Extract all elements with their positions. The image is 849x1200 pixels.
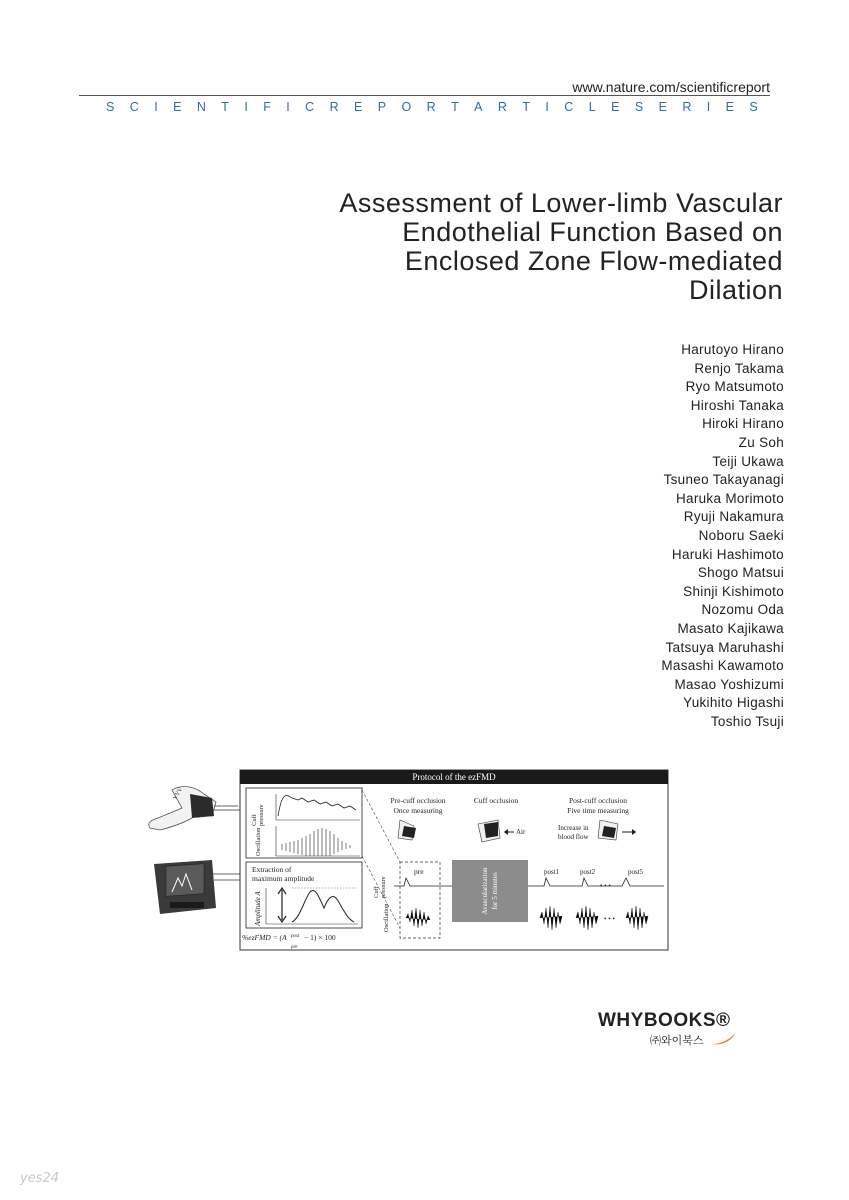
author-name: Hiroki Hirano xyxy=(702,416,784,432)
increase-label-1: Increase in xyxy=(558,824,589,832)
series-letter: R xyxy=(682,100,692,114)
increase-label-2: blood flow xyxy=(558,833,589,841)
author-name: Haruka Morimoto xyxy=(675,490,784,506)
svg-text:VVV: VVV xyxy=(172,786,185,801)
series-letter: E xyxy=(725,100,734,114)
formula-lead: %ezFMD = (A xyxy=(242,933,287,942)
oscillation-label: Oscillation xyxy=(255,827,262,856)
series-banner xyxy=(106,100,758,114)
author-name: Ryuji Nakamura xyxy=(683,509,784,525)
author-name: Masato Kajikawa xyxy=(677,620,784,636)
series-letter: S xyxy=(634,100,644,114)
series-letter: L xyxy=(588,100,596,114)
figure-title: Protocol of the ezFMD xyxy=(412,772,496,782)
author-name: Tatsuya Maruhashi xyxy=(665,639,784,655)
author-name: Hiroshi Tanaka xyxy=(690,397,784,413)
pre-marker: pre xyxy=(414,867,424,876)
author-name: Zu Soh xyxy=(738,434,784,450)
watermark: yes24 xyxy=(20,1171,60,1186)
post-cuff-label-2: Five time measuring xyxy=(567,806,629,815)
publisher-swoosh-icon xyxy=(710,1030,738,1046)
author-name: Noboru Saeki xyxy=(698,527,784,543)
series-letter: E xyxy=(173,100,182,114)
series-letter: C xyxy=(564,100,574,114)
cuff-occlusion-label: Cuff occlusion xyxy=(473,796,519,805)
author-list xyxy=(661,341,784,731)
series-letter: I xyxy=(244,100,248,114)
series-letter: E xyxy=(611,100,620,114)
series-letter: R xyxy=(426,100,436,114)
formula-tail: − 1) × 100 xyxy=(304,933,336,942)
author-name: Nozomu Oda xyxy=(701,602,784,618)
series-letter: O xyxy=(401,100,412,114)
series-letter: S xyxy=(106,100,115,114)
post-cuff-label-1: Post-cuff occlusion xyxy=(569,796,627,805)
series-letter: N xyxy=(196,100,206,114)
cuff-pressure-label: Cuffpressure xyxy=(251,804,265,826)
series-letter: I xyxy=(545,100,549,114)
series-letter: C xyxy=(305,100,315,114)
author-name: Masashi Kawamoto xyxy=(661,658,784,674)
amplitude-label: Amplitude A xyxy=(254,891,262,926)
pre-cuff-label-1: Pre-cuff occlusion xyxy=(390,796,446,805)
series-letter: S xyxy=(749,100,758,114)
author-name: Harutoyo Hirano xyxy=(681,342,784,357)
series-letter: C xyxy=(129,100,139,114)
post2-marker: post2 xyxy=(580,868,596,876)
series-letter: I xyxy=(154,100,158,114)
author-name: Toshio Tsuji xyxy=(710,713,784,729)
cuff-pressure-row-label: Cuffpressure xyxy=(373,876,387,898)
aval-label: Avascularization for 5 minutes xyxy=(481,867,499,915)
formula-pre: pre xyxy=(291,945,298,950)
extraction-line-2: maximum amplitude xyxy=(252,874,315,883)
post1-marker: post1 xyxy=(544,868,560,876)
series-letter: R xyxy=(329,100,339,114)
oscillation-row-label: Oscillation xyxy=(383,903,390,932)
author-name: Teiji Ukawa xyxy=(712,453,784,469)
series-letter: T xyxy=(221,100,229,114)
series-letter: E xyxy=(658,100,667,114)
title-line: Enclosed Zone Flow-mediated xyxy=(404,246,783,276)
author-name: Haruki Hashimoto xyxy=(671,546,784,562)
publisher-korean-name: ㈜와이북스 xyxy=(650,1034,704,1047)
publisher-logo xyxy=(598,1010,740,1050)
author-name: Shinji Kishimoto xyxy=(683,583,784,599)
dots-bottom: • • • xyxy=(604,915,615,923)
title-line: Assessment of Lower-limb Vascular xyxy=(339,188,783,218)
series-letter: P xyxy=(377,100,387,114)
author-name: Renjo Takama xyxy=(694,360,784,376)
series-letter: T xyxy=(522,100,530,114)
air-label: Air xyxy=(516,828,526,836)
series-letter: T xyxy=(451,100,459,114)
series-letter: F xyxy=(263,100,271,114)
author-name: Tsuneo Takayanagi xyxy=(663,472,784,488)
series-letter: R xyxy=(497,100,507,114)
pre-cuff-label-2: Once measuring xyxy=(393,806,443,815)
header-rule xyxy=(79,95,770,96)
monitor-device xyxy=(154,860,242,914)
extraction-line-1: Extraction of xyxy=(252,865,292,874)
series-letter: E xyxy=(354,100,363,114)
publisher-name: WHYBOOKS® xyxy=(598,1010,731,1031)
series-letter: I xyxy=(286,100,290,114)
series-letter: I xyxy=(706,100,711,114)
author-name: Yukihito Higashi xyxy=(683,695,784,711)
dots-top: • • • xyxy=(600,882,611,890)
protocol-figure xyxy=(142,768,670,952)
author-name: Shogo Matsui xyxy=(697,565,784,581)
leg-cuff-illustration xyxy=(149,786,240,830)
journal-url[interactable]: www.nature.com/scientificreport xyxy=(572,79,770,95)
author-name: Masao Yoshizumi xyxy=(674,676,784,692)
title-line: Dilation xyxy=(688,275,783,305)
series-letter: A xyxy=(474,100,483,114)
post5-marker: post5 xyxy=(628,868,644,876)
formula-post: post xyxy=(291,934,300,939)
author-name: Ryo Matsumoto xyxy=(685,379,784,395)
title-line: Endothelial Function Based on xyxy=(402,217,783,247)
article-title xyxy=(223,189,783,305)
